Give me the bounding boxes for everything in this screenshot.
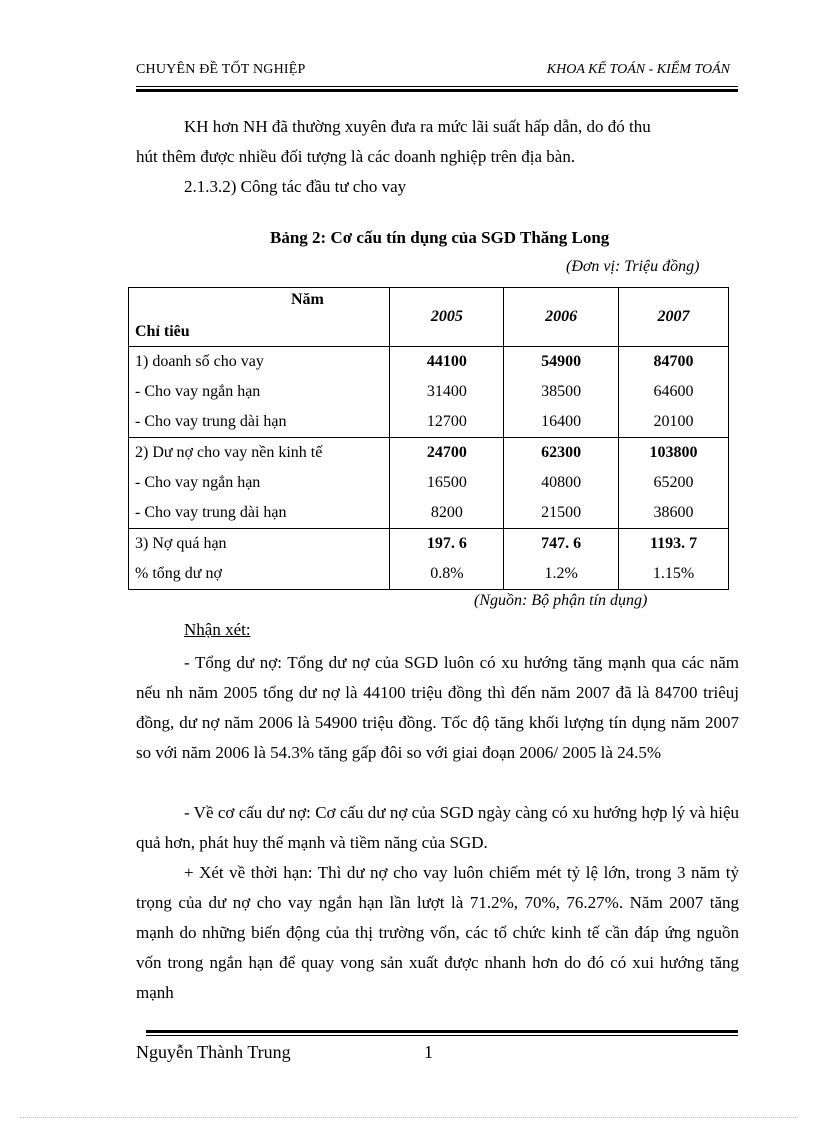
remark-paragraph-term: + Xét về thời hạn: Thì dư nợ cho vay luôn chiếm mét tỷ lệ lớn, trong 3 năm tỷ trọng của dư nợ cho vay ngắn hạn lần lượt là 71.2%, 70%, 76.27%. Năm 2007 tăng mạnh do những biến động của thị trường vốn, các tổ chức kinh tế cần đáp ứng nguồn vốn trong ngắn hạn để quay vong sản xuất được nhanh hơn do đó có xui hướng tăng mạnh <box>136 863 739 1002</box>
cell-value: 84700 <box>619 347 729 378</box>
cell-value: 64600 <box>619 377 729 407</box>
footer-rule-thick <box>146 1030 738 1033</box>
row-label: - Cho vay trung dài hạn <box>129 498 390 529</box>
row-label: - Cho vay trung dài hạn <box>129 407 390 438</box>
cell-value: 16400 <box>504 407 619 438</box>
table-row <box>129 529 729 560</box>
cell-value: 1.2% <box>504 559 619 590</box>
row-label: - Cho vay ngắn hạn <box>129 468 390 498</box>
row-label: 1) doanh số cho vay <box>129 347 390 378</box>
table-row <box>129 498 729 529</box>
corner-year-label: Năm <box>291 291 324 308</box>
cell-value: 24700 <box>390 438 504 469</box>
cell-value: 62300 <box>504 438 619 469</box>
cell-value: 21500 <box>504 498 619 529</box>
header-rule-thick <box>136 89 738 92</box>
cell-value: 31400 <box>390 377 504 407</box>
table-row <box>129 407 729 438</box>
cell-value: 0.8% <box>390 559 504 590</box>
page-number: 1 <box>424 1042 433 1062</box>
credit-structure-table <box>128 287 729 590</box>
cell-value: 8200 <box>390 498 504 529</box>
cell-value: 54900 <box>504 347 619 378</box>
table-source: (Nguồn: Bộ phận tín dụng) <box>474 592 648 609</box>
footer-rule-thin <box>146 1035 738 1036</box>
year-header: 2007 <box>619 288 729 347</box>
year-header: 2006 <box>504 288 619 347</box>
row-label: 2) Dư nợ cho vay nền kinh tế <box>129 438 390 469</box>
table-row <box>129 377 729 407</box>
intro-line-1: KH hơn NH đã thường xuyên đưa ra mức lãi suất hấp dẫn, do đó thu <box>184 117 651 136</box>
row-label: - Cho vay ngắn hạn <box>129 377 390 407</box>
cell-value: 747. 6 <box>504 529 619 560</box>
page-bottom-edge <box>20 1117 796 1118</box>
cell-value: 1.15% <box>619 559 729 590</box>
table-unit: (Đơn vị: Triệu đồng) <box>566 258 700 275</box>
corner-indicator-label: Chỉ tiêu <box>135 323 190 340</box>
page-header <box>136 58 730 86</box>
remark-paragraph-debt-structure: - Về cơ cấu dư nợ: Cơ cấu dư nợ của SGD ngày càng có xu hướng hợp lý và hiệu quả hơn, phát huy thế mạnh và tiềm năng của SGD. <box>136 803 739 852</box>
table-row <box>129 347 729 378</box>
cell-value: 38500 <box>504 377 619 407</box>
intro-line-2: hút thêm được nhiều đối tượng là các doanh nghiệp trên địa bàn. <box>136 147 576 166</box>
cell-value: 1193. 7 <box>619 529 729 560</box>
table-title: Bảng 2: Cơ cấu tín dụng của SGD Thăng Long <box>270 228 610 247</box>
footer-author: Nguyễn Thành Trung <box>136 1042 291 1062</box>
table-corner-cell <box>129 288 390 347</box>
row-label: 3) Nợ quá hạn <box>129 529 390 560</box>
table-row <box>129 468 729 498</box>
cell-value: 40800 <box>504 468 619 498</box>
row-label: % tổng dư nợ <box>129 559 390 590</box>
year-header: 2005 <box>390 288 504 347</box>
cell-value: 197. 6 <box>390 529 504 560</box>
table-row <box>129 559 729 590</box>
cell-value: 65200 <box>619 468 729 498</box>
remarks-heading: Nhận xét: <box>184 620 251 639</box>
table-row <box>129 438 729 469</box>
cell-value: 12700 <box>390 407 504 438</box>
header-left-title: CHUYÊN ĐỀ TỐT NGHIỆP <box>136 62 306 77</box>
header-right-title: KHOA KẾ TOÁN - KIỂM TOÁN <box>546 62 730 77</box>
cell-value: 38600 <box>619 498 729 529</box>
header-rule-thin <box>136 86 738 87</box>
table-header-row <box>129 288 729 347</box>
cell-value: 20100 <box>619 407 729 438</box>
section-heading: 2.1.3.2) Công tác đầu tư cho vay <box>184 177 407 196</box>
remark-paragraph-total-debt: - Tổng dư nợ: Tổng dư nợ của SGD luôn có xu hướng tăng mạnh qua các năm nếu nh năm 2005 tổng dư nợ là 44100 triệu đồng thì đến năm 2007 đã là 84700 triêuj đồng, dư nợ năm 2006 là 54900 triệu đồng. Tốc độ tăng khối lượng tín dụng năm 2007 so với năm 2006 là 54.3% tăng gấp đôi so với giai đoạn 2006/ 2005 là 24.5% <box>136 653 739 762</box>
cell-value: 103800 <box>619 438 729 469</box>
cell-value: 44100 <box>390 347 504 378</box>
cell-value: 16500 <box>390 468 504 498</box>
